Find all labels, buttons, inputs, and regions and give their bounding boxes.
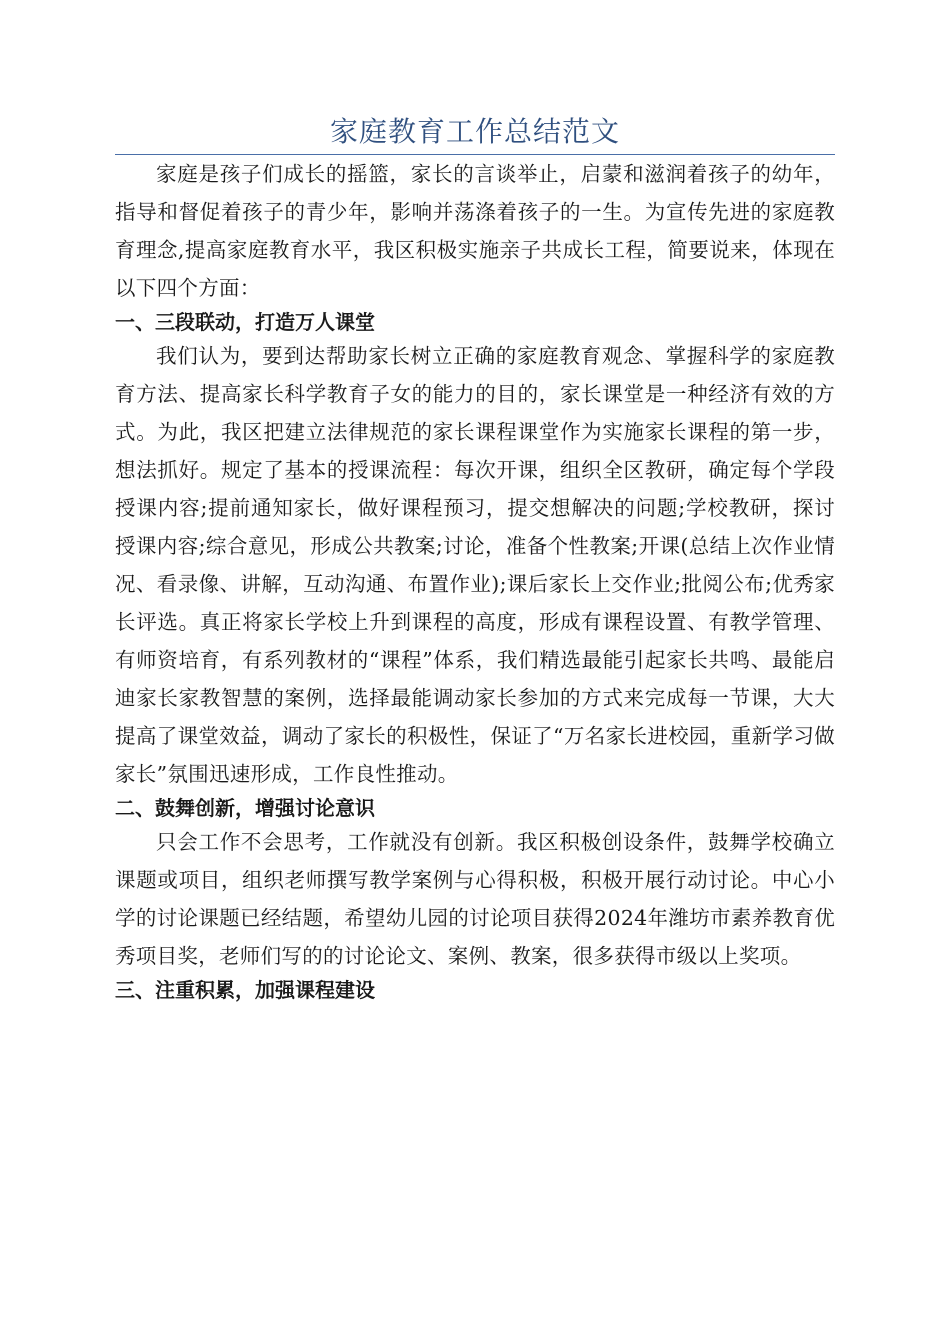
intro-paragraph: 家庭是孩子们成长的摇篮，家长的言谈举止，启蒙和滋润着孩子的幼年，指导和督促着孩子的青少年，影响并荡涤着孩子的一生。为宣传先进的家庭教育理念,提高家庭教育水平，我区积极实施亲子共成长工程，简要说来，体现在以下四个方面： [115,162,835,300]
document-page [115,0,835,1005]
document-title: 家庭教育工作总结范文 [329,115,620,148]
section-heading-2: 二、鼓舞创新，增强讨论意识 [115,796,375,820]
section-body-1: 我们认为，要到达帮助家长树立正确的家庭教育观念、掌握科学的家庭教育方法、提高家长科学教育子女的能力的目的，家长课堂是一种经济有效的方式。为此，我区把建立法律规范的家长课程课堂作为实施家长课程的第一步，想法抓好。规定了基本的授课流程：每次开课，组织全区教研，确定每个学段授课内容;提前通知家长，做好课程预习，提交想解决的问题;学校教研，探讨授课内容;综合意见，形成公共教案;讨论，准备个性教案;开课(总结上次作业情况、看录像、讲解，互动沟通、布置作业);课后家长上交作业;批阅公布;优秀家长评选。真正将家长学校上升到课程的高度，形成有课程设置、有教学管理、有师资培育，有系列教材的“课程”体系，我们精选最能引起家长共鸣、最能启迪家长家教智慧的案例，选择最能调动家长参加的方式来完成每一节课，大大提高了课堂效益，调动了家长的积极性，保证了“万名家长进校园，重新学习做家长”氛围迅速形成，工作良性推动。 [115,344,835,786]
section-heading-3: 三、注重积累，加强课程建设 [115,978,375,1002]
section-body-2: 只会工作不会思考，工作就没有创新。我区积极创设条件，鼓舞学校确立课题或项目，组织老师撰写教学案例与心得积极，积极开展行动讨论。中心小学的讨论课题已经结题，希望幼儿园的讨论项目获得2024年潍坊市素养教育优秀项目奖，老师们写的的讨论论文、案例、教案，很多获得市级以上奖项。 [115,830,835,968]
section-heading-1: 一、三段联动，打造万人课堂 [115,310,375,334]
